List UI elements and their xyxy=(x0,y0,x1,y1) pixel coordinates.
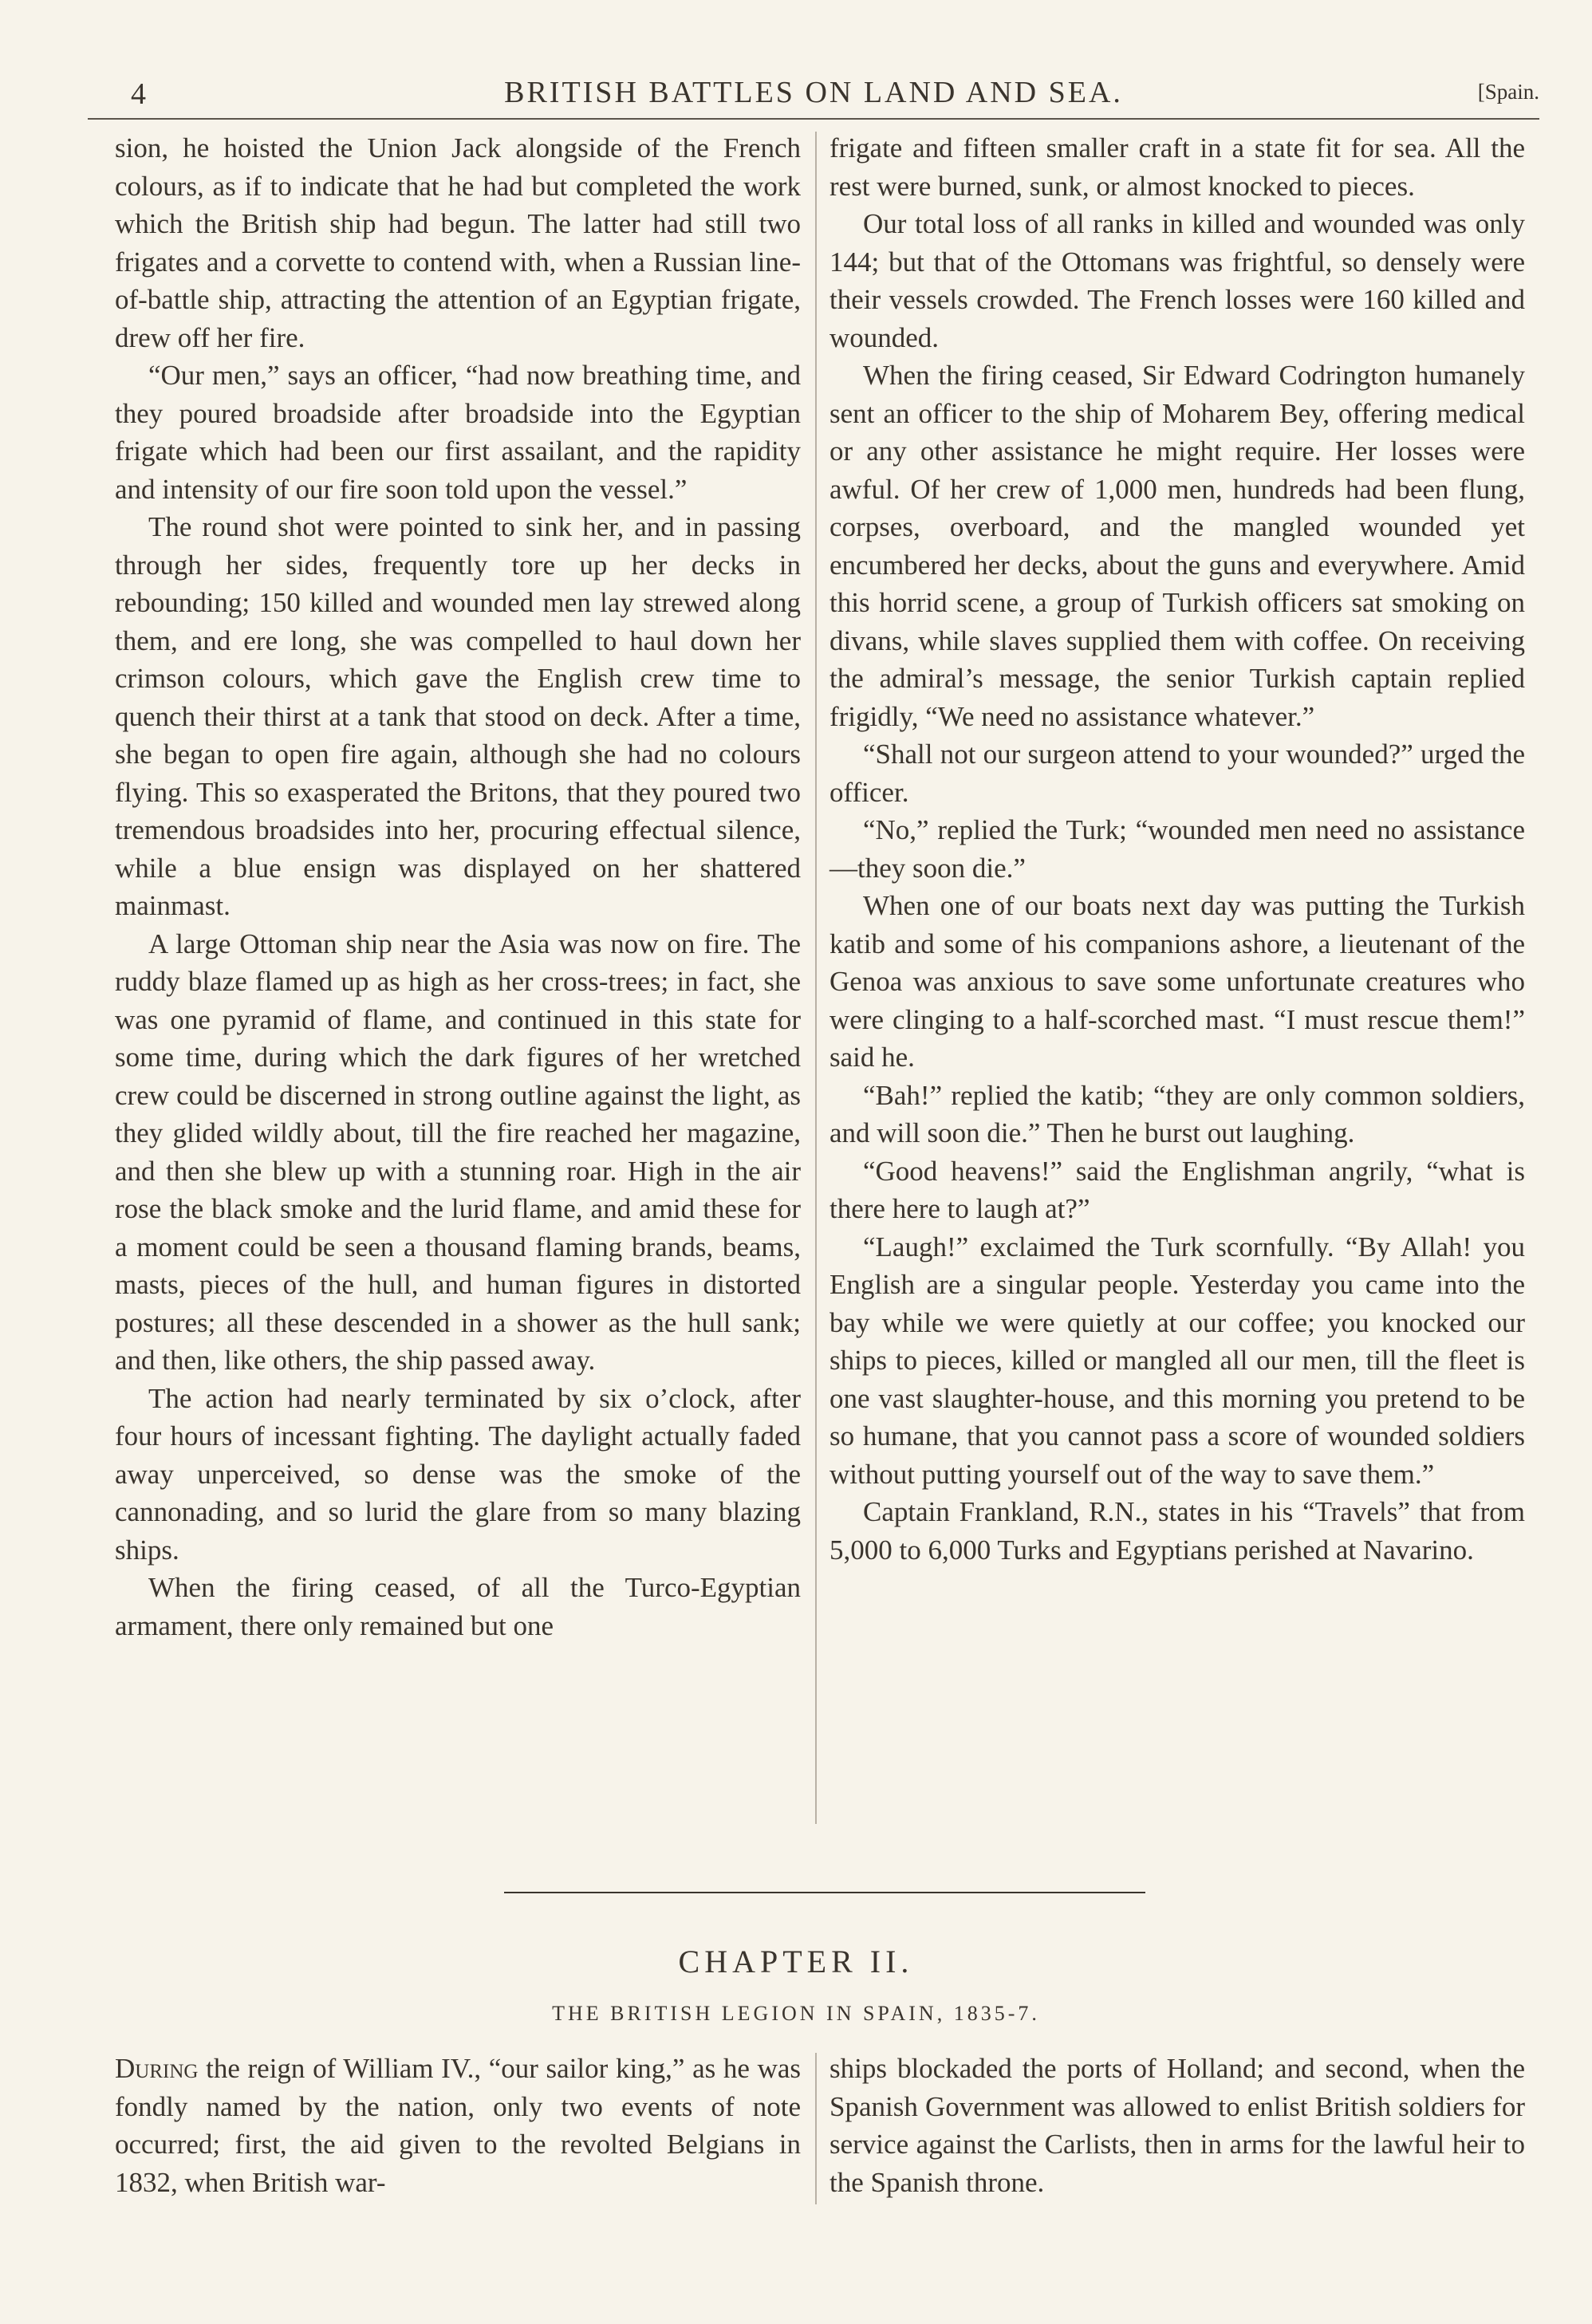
column-divider xyxy=(815,2053,817,2204)
paragraph: Captain Frankland, R.N., states in his “Travels” that from 5,000 to 6,000 Turks and Egyptians perished at Navarino. xyxy=(829,1496,1525,1566)
chapter-subtitle: THE BRITISH LEGION IN SPAIN, 1835-7. xyxy=(552,2002,1040,2025)
paragraph-text: the reign of William IV., “our sailor king,” as he was fondly named by the nation, only two events of note occurred; first, the aid given to the revolted Belgians in 1832, when British war- xyxy=(115,2053,802,2198)
page-number: 4 xyxy=(131,77,146,111)
column-divider xyxy=(815,132,817,1824)
paragraph: “Laugh!” exclaimed the Turk scornfully. “By Allah! you English are a singular people. Yesterday you came into the bay while we were quietly at our coffee; you knocked our ships to pieces, killed or mangled all our men, till the fleet is one vast slaughter-house, and this morning you pretend to be so humane, that you cannot pass a score of wounded soldiers without putting yourself out of the way to save them.” xyxy=(829,1231,1525,1490)
paragraph: ships blockaded the ports of Holland; and second, when the Spanish Government was allowed to enlist British soldiers for service against the Carlists, then in arms for the lawful heir to the Spanish throne. xyxy=(829,2053,1525,2198)
paragraph: sion, he hoisted the Union Jack alongside of the French colours, as if to indicate that he had but completed the work which the British ship had begun. The latter had still two frigates and a corvette to contend with, when a Russian line-of-battle ship, attracting the attention of an Egyptian frigate, drew off her fire. xyxy=(115,132,801,353)
left-column-top xyxy=(115,129,801,1645)
paragraph: The action had nearly terminated by six o’clock, after four hours of incessant fighting. The daylight actually faded away unperceived, so dense was the smoke of the cannonading, and so lurid the glare from so many blazing ships. xyxy=(115,1382,801,1566)
paragraph: When one of our boats next day was putting the Turkish katib and some of his companions ashore, a lieutenant of the Genoa was anxious to save some unfortunate creatures who were clinging to a half-scorched mast. “I must rescue them!” said he. xyxy=(829,890,1525,1073)
paragraph: The round shot were pointed to sink her, and in passing through her sides, frequently tore up her decks in rebounding; 150 killed and wounded men lay strewed along them, and ere long, she was compelled to haul down her crimson colours, which gave the English crew time to quench their thirst at a tank that stood on deck. After a time, she began to open fire again, although she had no colours flying. This so exasperated the Britons, that they poured two tremendous broadsides into her, procuring effectual silence, while a blue ensign was displayed on her shattered mainmast. xyxy=(115,511,801,921)
paragraph xyxy=(115,2050,801,2201)
chapter-heading: CHAPTER II. xyxy=(678,1944,914,1979)
right-column-bottom xyxy=(829,2050,1525,2201)
left-column-bottom xyxy=(115,2050,801,2201)
paragraph: frigate and fifteen smaller craft in a state fit for sea. All the rest were burned, sunk, or almost knocked to pieces. xyxy=(829,132,1525,202)
paragraph: “No,” replied the Turk; “wounded men need no assistance—they soon die.” xyxy=(829,814,1525,884)
section-rule xyxy=(504,1892,1145,1893)
running-title: BRITISH BATTLES ON LAND AND SEA. xyxy=(504,76,1123,109)
paragraph: When the firing ceased, Sir Edward Codrington humanely sent an officer to the ship of Moharem Bey, offering medical or any other assistance he might require. Her losses were awful. Of her crew of 1,000 men, hundreds had been flung, corpses, overboard, and the mangled wounded yet encumbered her decks, about the guns and everywhere. Amid this horrid scene, a group of Turkish officers sat smoking on divans, while slaves supplied them with coffee. On receiving the admiral’s message, the senior Turkish captain replied frigidly, “We need no assistance whatever.” xyxy=(829,360,1525,732)
section-label: [Spain. xyxy=(1477,80,1539,104)
paragraph: “Good heavens!” said the Englishman angrily, “what is there here to laugh at?” xyxy=(829,1155,1525,1224)
running-header xyxy=(88,70,1539,120)
paragraph: Our total loss of all ranks in killed and wounded was only 144; but that of the Ottomans was frightful, so densely were their vessels crowded. The French losses were 160 killed and wounded. xyxy=(829,208,1525,353)
right-column-top xyxy=(829,129,1525,1569)
paragraph: “Shall not our surgeon attend to your wounded?” urged the officer. xyxy=(829,739,1525,808)
paragraph: A large Ottoman ship near the Asia was now on fire. The ruddy blaze flamed up as high as her cross-trees; in fact, she was one pyramid of flame, and continued in this state for some time, during which the dark figures of her wretched crew could be discerned in strong outline against the light, as they glided wildly about, till the fire reached her magazine, and then she blew up with a stunning roar. High in the air rose the black smoke and the lurid flame, and amid these for a moment could be seen a thousand flaming brands, beams, masts, pieces of the hull, and human figures in distorted postures; all these descended in a shower as the hull sank; and then, like others, the ship passed away. xyxy=(115,928,801,1376)
paragraph: “Bah!” replied the katib; “they are only common soldiers, and will soon die.” Then he burst out laughing. xyxy=(829,1079,1525,1148)
paragraph: “Our men,” says an officer, “had now breathing time, and they poured broadside after broadside into the Egyptian frigate which had been our first assailant, and the rapidity and intensity of our fire soon told upon the vessel.” xyxy=(115,360,801,505)
paragraph: When the firing ceased, of all the Turco-Egyptian armament, there only remained but one xyxy=(115,1572,801,1641)
lead-word: During xyxy=(115,2053,199,2084)
